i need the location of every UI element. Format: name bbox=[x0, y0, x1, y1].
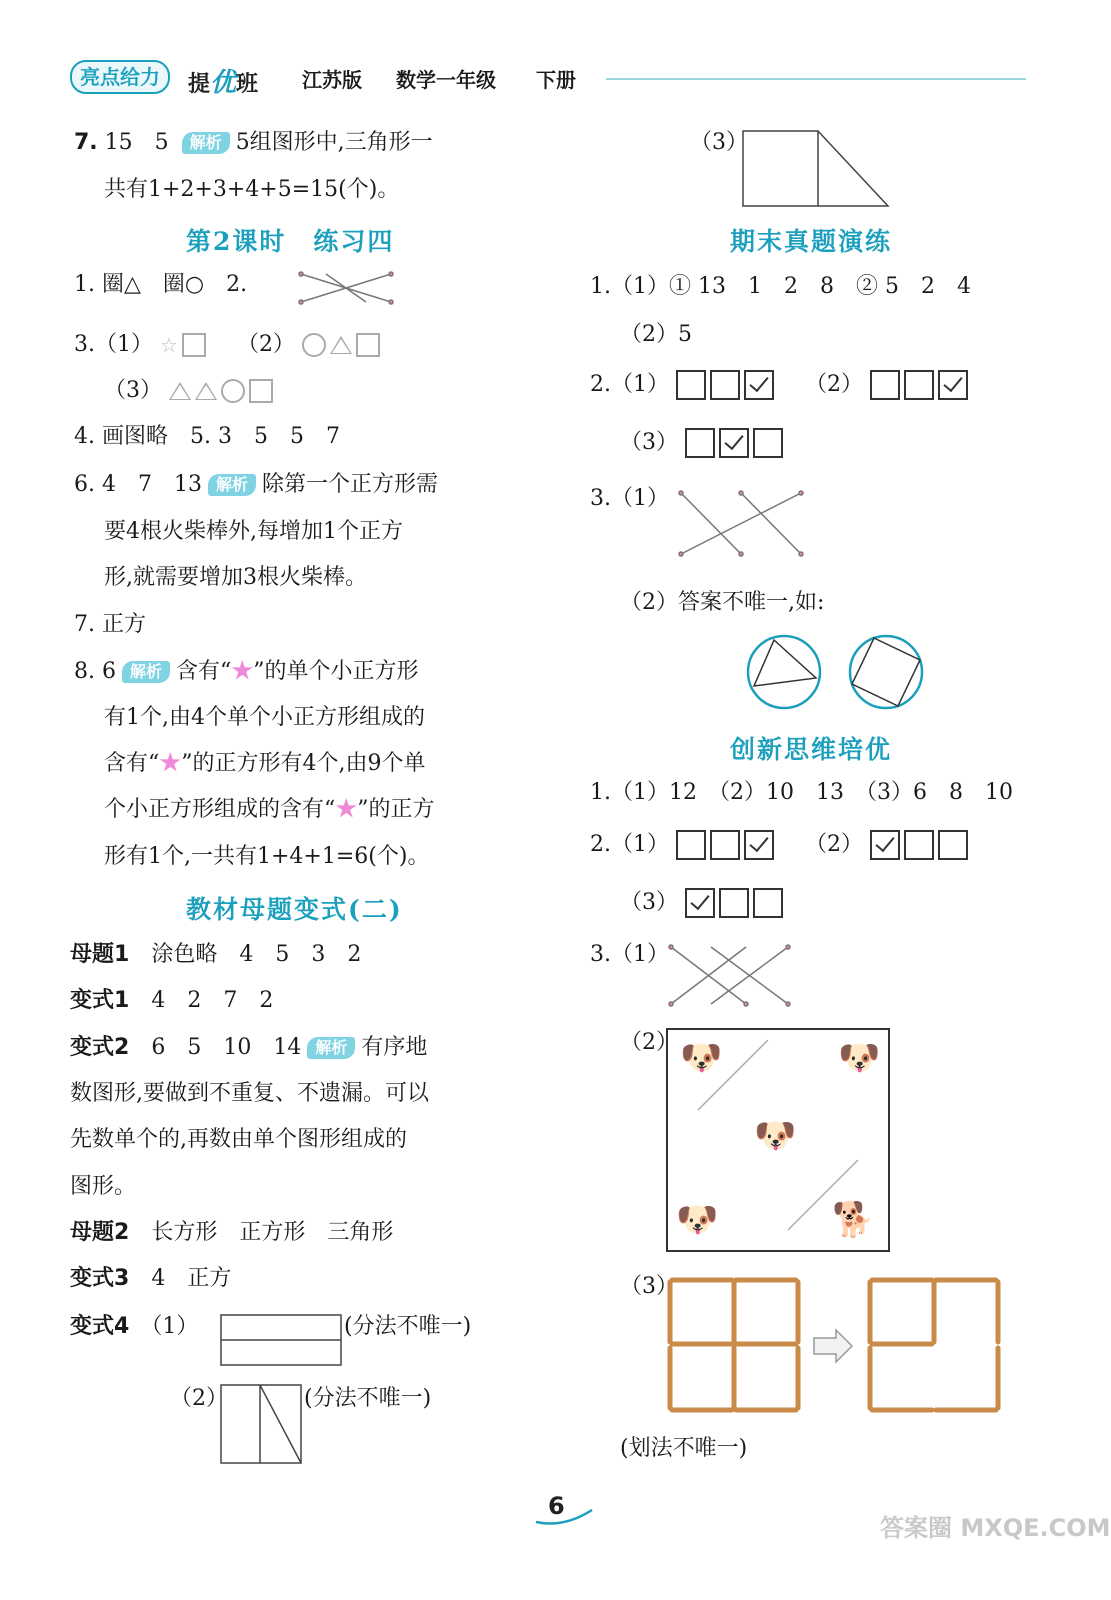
dog-icon: 🐶 bbox=[676, 1200, 719, 1240]
variant-4-line1: 变式4 （1） bbox=[70, 1314, 199, 1339]
variant-3: 变式3 4 正方 bbox=[70, 1266, 232, 1291]
lesson-q6-line2: 要4根火柴棒外,每增加1个正方 bbox=[104, 519, 403, 544]
dog-icon: 🐶 bbox=[754, 1116, 797, 1156]
lesson-title: 第2课时 练习四 bbox=[186, 227, 395, 256]
variant-2-line3: 先数单个的,再数由单个图形组成的 bbox=[70, 1127, 407, 1152]
exam-title: 期末真题演练 bbox=[730, 227, 893, 256]
series-name: 提优班 bbox=[188, 68, 259, 98]
answer-box bbox=[753, 888, 783, 918]
dog-icon: 🐶 bbox=[680, 1038, 723, 1078]
divided-rectangle-figure bbox=[220, 1314, 344, 1368]
triangle-icon bbox=[330, 336, 352, 354]
analysis-tag: 解析 bbox=[182, 132, 230, 154]
page-number: 6 bbox=[548, 1492, 565, 1520]
answer-box bbox=[676, 370, 706, 400]
square-icon bbox=[249, 379, 273, 403]
right-q3-label: （3） bbox=[690, 130, 748, 155]
triangle-icon bbox=[195, 382, 217, 400]
pink-star-icon: ★ bbox=[231, 659, 254, 684]
analysis-tag: 解析 bbox=[122, 661, 170, 683]
star-icon: ☆ bbox=[160, 333, 178, 357]
yellow-dog-icon: 🐕 bbox=[832, 1200, 875, 1240]
exam-q1-line1: 1.（1）① 13 1 2 8 ② 5 2 4 bbox=[590, 274, 971, 299]
matchstick-figure bbox=[664, 1272, 1014, 1420]
answer-box bbox=[753, 428, 783, 458]
variant-2-line1: 变式2 6 5 10 14 解析 有序地 bbox=[70, 1035, 428, 1060]
exam-q2-line2: （3） bbox=[620, 428, 787, 458]
lesson-q3-line2: （3） bbox=[104, 376, 277, 406]
exam-q2-line1: 2.（1） （2） bbox=[590, 370, 972, 400]
variant-2-line2: 数图形,要做到不重复、不遗漏。可以 bbox=[70, 1081, 429, 1106]
inscribed-shapes-figure bbox=[744, 632, 928, 712]
answer-box bbox=[710, 830, 740, 860]
analysis-tag: 解析 bbox=[307, 1037, 355, 1059]
variant-1: 变式1 4 2 7 2 bbox=[70, 988, 274, 1013]
crossing-lines-figure bbox=[296, 266, 396, 310]
innov-q2-line2: （3） bbox=[620, 888, 787, 918]
answer-box bbox=[685, 428, 715, 458]
q7-line2: 共有1+2+3+4+5=15(个)。 bbox=[104, 177, 400, 202]
lesson-q8-line5: 形有1个,一共有1+4+1=6(个)。 bbox=[104, 844, 430, 869]
circle-icon bbox=[221, 379, 245, 403]
brand-badge: 亮点给力 bbox=[70, 60, 170, 94]
header-rule bbox=[606, 78, 1026, 80]
divided-square-figure bbox=[220, 1384, 304, 1466]
checked-box bbox=[744, 830, 774, 860]
checked-box bbox=[719, 428, 749, 458]
page-number-badge bbox=[530, 1488, 600, 1528]
square-icon bbox=[356, 333, 380, 357]
triangle-icon bbox=[169, 382, 191, 400]
mother-q2: 母题2 长方形 正方形 三角形 bbox=[70, 1220, 394, 1245]
edition: 江苏版 bbox=[302, 68, 362, 92]
innov-q3-note: (划法不唯一) bbox=[620, 1436, 748, 1461]
innov-q3-line2: （2） bbox=[620, 1030, 678, 1055]
q7-line1: 7. 15 5 解析 5组图形中,三角形一 bbox=[74, 130, 433, 155]
dog-icon: 🐶 bbox=[838, 1038, 881, 1078]
variant-title: 教材母题变式(二) bbox=[186, 895, 403, 924]
volume: 下册 bbox=[536, 68, 576, 92]
variant-4-note1: (分法不唯一) bbox=[344, 1314, 472, 1339]
innovation-title: 创新思维培优 bbox=[730, 735, 893, 764]
circle-icon bbox=[302, 333, 326, 357]
answer-box bbox=[938, 830, 968, 860]
answer-box bbox=[719, 888, 749, 918]
lesson-q8-line3: 含有“★”的正方形有4个,由9个单 bbox=[104, 751, 426, 776]
lesson-q7: 7. 正方 bbox=[74, 612, 146, 637]
exam-q3-line2: （2）答案不唯一,如: bbox=[620, 590, 825, 615]
checked-box bbox=[870, 830, 900, 860]
lesson-q8-line2: 有1个,由4个单个小正方形组成的 bbox=[104, 705, 425, 730]
lesson-q1: 1. 圈△ 圈○ 2. bbox=[74, 272, 248, 297]
exam-q3-line1: 3.（1） bbox=[590, 486, 669, 511]
checked-box bbox=[685, 888, 715, 918]
lesson-q3-line1: 3.（1） ☆ （2） bbox=[74, 330, 384, 360]
lesson-q6-line1: 6. 4 7 13 解析 除第一个正方形需 bbox=[74, 472, 439, 497]
checked-box bbox=[938, 370, 968, 400]
pink-star-icon: ★ bbox=[159, 751, 182, 776]
answer-box bbox=[904, 370, 934, 400]
exam-q1-line2: （2）5 bbox=[620, 322, 692, 347]
lesson-q4-q5: 4. 画图略 5. 3 5 5 7 bbox=[74, 424, 340, 449]
answer-box bbox=[676, 830, 706, 860]
subject: 数学一年级 bbox=[396, 68, 496, 92]
innov-q3-line1: 3.（1） bbox=[590, 942, 669, 967]
innov-crossing-lines-figure bbox=[666, 942, 796, 1010]
trapezoid-figure bbox=[742, 130, 890, 208]
pink-star-icon: ★ bbox=[335, 797, 358, 822]
checked-box bbox=[744, 370, 774, 400]
innov-q3-line3: （3） bbox=[620, 1274, 678, 1299]
variant-4-line2: （2） bbox=[170, 1386, 228, 1411]
innov-q1: 1.（1）12 （2）10 13 （3）6 8 10 bbox=[590, 780, 1013, 805]
variant-2-line4: 图形。 bbox=[70, 1174, 137, 1199]
innov-q2-line1: 2.（1） （2） bbox=[590, 830, 972, 860]
exam-crossing-lines-figure bbox=[676, 488, 806, 560]
header bbox=[66, 58, 1026, 98]
square-icon bbox=[182, 333, 206, 357]
mother-q1: 母题1 涂色略 4 5 3 2 bbox=[70, 942, 362, 967]
lesson-q8-line1: 8. 6 解析 含有“★”的单个小正方形 bbox=[74, 659, 419, 684]
analysis-tag: 解析 bbox=[208, 474, 256, 496]
dog-square-figure bbox=[666, 1028, 890, 1252]
answer-box bbox=[904, 830, 934, 860]
lesson-q8-line4: 个小正方形组成的含有“★”的正方 bbox=[104, 797, 435, 822]
answer-box bbox=[870, 370, 900, 400]
watermark: 答案圈 MXQE.COM bbox=[880, 1514, 1111, 1542]
lesson-q6-line3: 形,就需要增加3根火柴棒。 bbox=[104, 565, 367, 590]
answer-box bbox=[710, 370, 740, 400]
variant-4-note2: (分法不唯一) bbox=[304, 1386, 432, 1411]
